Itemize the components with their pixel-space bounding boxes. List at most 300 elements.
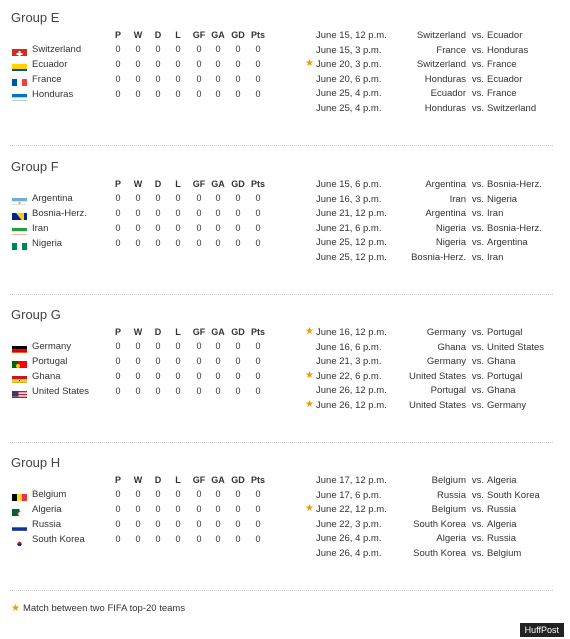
match-date: June 25, 4 p.m.: [316, 103, 382, 114]
stat-value: 0: [255, 356, 261, 366]
column-header: GA: [211, 30, 225, 40]
stat-value: 0: [215, 193, 221, 203]
stat-value: 0: [215, 534, 221, 544]
column-header: Pts: [250, 179, 265, 189]
star-icon: ★: [305, 369, 314, 381]
match-home-team: Belgium: [431, 475, 466, 486]
column-header: Pts: [250, 475, 265, 485]
match-row: [300, 504, 560, 518]
team-row: [0, 386, 300, 400]
match-date: June 21, 12 p.m.: [316, 208, 387, 220]
match-home-team: Bosnia-Herz.: [411, 252, 466, 263]
match-vs: vs.: [471, 356, 485, 368]
team-row: [0, 356, 300, 370]
match-date: June 16, 12 p.m.: [316, 327, 387, 338]
stat-value: 0: [175, 371, 181, 381]
team-name: Bosnia-Herz.: [32, 208, 87, 219]
stat-value: 0: [196, 534, 202, 544]
match-row: [300, 519, 560, 533]
footer-note: Match between two FIFA top-20 teams: [22, 603, 186, 614]
stat-value: 0: [255, 238, 261, 248]
match-vs: vs.: [471, 489, 485, 501]
group-title: Group H: [11, 455, 61, 470]
stat-value: 0: [235, 44, 241, 54]
match-away-team: Argentina: [487, 237, 528, 249]
match-date: June 17, 12 p.m.: [316, 475, 387, 486]
match-away-team: Ghana: [487, 385, 516, 397]
stat-value: 0: [135, 193, 141, 203]
stat-value: 0: [115, 74, 121, 84]
stat-value: 0: [196, 238, 202, 248]
star-icon: ★: [305, 503, 314, 515]
stat-value: 0: [115, 193, 121, 203]
column-header: P: [114, 30, 121, 40]
stat-value: 0: [135, 371, 141, 381]
match-home-team: United States: [408, 370, 466, 382]
stat-value: 0: [155, 489, 161, 499]
stat-value: 0: [175, 386, 181, 396]
team-name: Ecuador: [32, 59, 68, 70]
match-away-team: Nigeria: [487, 193, 518, 205]
match-date: June 15, 12 p.m.: [316, 30, 387, 41]
match-date: June 25, 12 p.m.: [316, 237, 387, 249]
match-row: [300, 237, 560, 251]
stat-value: 0: [215, 59, 221, 69]
group-divider: [10, 442, 553, 443]
column-header: GD: [231, 30, 245, 40]
stat-value: 0: [155, 44, 161, 54]
stat-value: 0: [215, 44, 221, 54]
stat-value: 0: [235, 59, 241, 69]
column-header: GD: [231, 327, 245, 337]
group-divider: [10, 590, 553, 591]
match-date: June 22, 12 p.m.: [316, 504, 387, 516]
stat-value: 0: [235, 356, 241, 366]
stat-value: 0: [115, 504, 121, 514]
argentina-flag-icon: [12, 195, 27, 205]
team-name: Argentina: [32, 193, 73, 204]
stat-value: 0: [255, 44, 261, 54]
switzerland-flag-icon: [12, 46, 27, 56]
match-vs: vs.: [471, 59, 485, 71]
match-away-team: Russia: [487, 533, 517, 545]
team-row: [0, 489, 300, 503]
stat-value: 0: [235, 238, 241, 248]
column-header: W: [133, 30, 143, 40]
stat-value: 0: [115, 208, 121, 218]
match-away-team: Ecuador: [487, 30, 523, 41]
stat-value: 0: [135, 489, 141, 499]
stat-value: 0: [155, 223, 161, 233]
match-date: June 22, 3 p.m.: [316, 518, 382, 530]
team-row: [0, 208, 300, 222]
column-header: GF: [192, 475, 206, 485]
match-away-team: France: [487, 59, 517, 71]
team-name: Algeria: [32, 504, 62, 515]
column-header: L: [175, 179, 181, 189]
match-home-team: Germany: [426, 356, 466, 368]
match-home-team: South Korea: [413, 548, 466, 559]
stat-value: 0: [235, 89, 241, 99]
germany-flag-icon: [12, 343, 27, 353]
ecuador-flag-icon: [12, 61, 27, 71]
team-row: [0, 59, 300, 73]
match-row: [300, 385, 560, 399]
stat-value: 0: [115, 386, 121, 396]
stat-value: 0: [135, 208, 141, 218]
stat-value: 0: [235, 208, 241, 218]
stat-value: 0: [175, 223, 181, 233]
stat-value: 0: [255, 223, 261, 233]
column-header: W: [133, 179, 143, 189]
stat-value: 0: [175, 74, 181, 84]
stat-value: 0: [115, 534, 121, 544]
match-date: June 25, 12 p.m.: [316, 252, 387, 263]
match-home-team: Russia: [436, 489, 466, 501]
column-header: D: [154, 327, 162, 337]
match-home-team: France: [436, 44, 466, 56]
match-vs: vs.: [471, 533, 485, 545]
match-row: [300, 548, 560, 562]
match-date: June 20, 3 p.m.: [316, 59, 382, 71]
stat-value: 0: [135, 504, 141, 514]
stat-value: 0: [196, 386, 202, 396]
iran-flag-icon: [12, 225, 27, 235]
match-date: June 15, 6 p.m.: [316, 179, 382, 190]
group-section: [0, 159, 570, 299]
stat-value: 0: [235, 74, 241, 84]
stat-value: 0: [115, 489, 121, 499]
stat-value: 0: [135, 44, 141, 54]
stat-value: 0: [135, 223, 141, 233]
stat-value: 0: [155, 341, 161, 351]
stat-value: 0: [155, 74, 161, 84]
match-home-team: Germany: [426, 327, 466, 338]
star-icon: ★: [305, 399, 314, 410]
match-vs: vs.: [471, 504, 485, 516]
match-date: June 17, 6 p.m.: [316, 489, 382, 501]
team-row: [0, 238, 300, 252]
stat-value: 0: [115, 356, 121, 366]
stat-value: 0: [196, 44, 202, 54]
stat-value: 0: [196, 223, 202, 233]
match-row: [300, 223, 560, 237]
ghana-flag-icon: [12, 373, 27, 383]
stat-value: 0: [196, 489, 202, 499]
stat-value: 0: [155, 356, 161, 366]
group-title: Group E: [11, 10, 60, 25]
stat-value: 0: [196, 193, 202, 203]
match-row: [300, 356, 560, 370]
team-name: Ghana: [32, 371, 61, 382]
star-icon: ★: [305, 58, 314, 70]
stat-value: 0: [235, 504, 241, 514]
stat-value: 0: [255, 386, 261, 396]
column-header: GD: [231, 475, 245, 485]
match-row: [300, 103, 560, 117]
match-vs: vs.: [471, 30, 485, 41]
group-divider: [10, 145, 553, 146]
stat-value: 0: [175, 208, 181, 218]
stat-value: 0: [115, 238, 121, 248]
match-vs: vs.: [471, 103, 485, 114]
stat-value: 0: [115, 44, 121, 54]
column-header: GF: [192, 30, 206, 40]
stat-value: 0: [175, 504, 181, 514]
match-home-team: Nigeria: [435, 237, 466, 249]
match-vs: vs.: [471, 548, 485, 559]
column-header: L: [175, 475, 181, 485]
match-away-team: Algeria: [487, 518, 517, 530]
column-header: P: [114, 475, 121, 485]
team-name: Germany: [32, 341, 72, 352]
stat-value: 0: [255, 193, 261, 203]
match-home-team: Iran: [449, 193, 466, 205]
match-row: [300, 59, 560, 73]
stat-value: 0: [215, 519, 221, 529]
team-name: Portugal: [32, 356, 68, 367]
match-away-team: Honduras: [487, 44, 529, 56]
stat-value: 0: [235, 193, 241, 203]
match-home-team: Algeria: [436, 533, 466, 545]
match-away-team: Iran: [487, 208, 504, 220]
stat-value: 0: [135, 341, 141, 351]
stat-value: 0: [196, 504, 202, 514]
group-title: Group F: [11, 159, 59, 174]
footer-legend: [11, 603, 185, 614]
match-home-team: Switzerland: [416, 30, 466, 41]
match-row: [300, 194, 560, 208]
match-away-team: Ghana: [487, 356, 516, 368]
match-vs: vs.: [471, 237, 485, 249]
match-date: June 20, 6 p.m.: [316, 73, 382, 85]
column-header: L: [175, 327, 181, 337]
match-away-team: Iran: [487, 252, 504, 263]
stat-value: 0: [115, 59, 121, 69]
stat-value: 0: [196, 371, 202, 381]
stat-value: 0: [155, 193, 161, 203]
column-header: W: [133, 475, 143, 485]
match-row: [300, 400, 560, 414]
match-date: June 26, 12 p.m.: [316, 385, 387, 397]
team-name: United States: [32, 386, 90, 397]
match-home-team: Honduras: [424, 73, 466, 85]
stat-value: 0: [255, 341, 261, 351]
stat-value: 0: [196, 341, 202, 351]
stat-value: 0: [175, 44, 181, 54]
stat-value: 0: [135, 74, 141, 84]
stat-value: 0: [255, 59, 261, 69]
stat-value: 0: [155, 386, 161, 396]
stat-value: 0: [215, 489, 221, 499]
match-date: June 21, 6 p.m.: [316, 222, 382, 234]
stat-value: 0: [196, 59, 202, 69]
team-row: [0, 74, 300, 88]
match-vs: vs.: [471, 73, 485, 85]
match-vs: vs.: [471, 222, 485, 234]
match-away-team: South Korea: [487, 489, 540, 501]
match-home-team: Portugal: [430, 385, 466, 397]
column-header: GA: [211, 475, 225, 485]
column-header: D: [154, 179, 162, 189]
stat-value: 0: [215, 341, 221, 351]
stat-value: 0: [196, 89, 202, 99]
group-section: [0, 10, 570, 150]
france-flag-icon: [12, 76, 27, 86]
column-header: W: [133, 327, 143, 337]
stat-value: 0: [135, 386, 141, 396]
team-row: [0, 371, 300, 385]
team-name: South Korea: [32, 534, 85, 545]
column-header: GF: [192, 327, 206, 337]
stat-value: 0: [255, 504, 261, 514]
stat-value: 0: [235, 223, 241, 233]
column-header: P: [114, 179, 121, 189]
stat-value: 0: [135, 356, 141, 366]
team-name: Honduras: [32, 89, 74, 100]
match-away-team: Bosnia-Herz.: [487, 222, 542, 234]
stat-value: 0: [175, 534, 181, 544]
column-header: L: [175, 30, 181, 40]
stat-value: 0: [135, 534, 141, 544]
group-title: Group G: [11, 307, 61, 322]
stat-value: 0: [255, 208, 261, 218]
match-vs: vs.: [471, 400, 485, 411]
stat-value: 0: [155, 504, 161, 514]
match-row: [300, 252, 560, 266]
match-row: [300, 490, 560, 504]
huffpost-badge: HuffPost: [520, 623, 564, 637]
stat-value: 0: [196, 74, 202, 84]
stat-value: 0: [175, 238, 181, 248]
match-row: [300, 30, 560, 44]
match-row: [300, 327, 560, 341]
stat-value: 0: [175, 89, 181, 99]
stat-value: 0: [215, 371, 221, 381]
stat-value: 0: [155, 371, 161, 381]
column-header: GF: [192, 179, 206, 189]
stat-value: 0: [215, 386, 221, 396]
column-header: D: [154, 30, 162, 40]
match-away-team: Russia: [487, 504, 517, 516]
stat-value: 0: [196, 356, 202, 366]
team-row: [0, 193, 300, 207]
stat-value: 0: [155, 238, 161, 248]
match-home-team: Belgium: [431, 504, 466, 516]
stat-value: 0: [115, 341, 121, 351]
match-away-team: Ecuador: [487, 73, 523, 85]
stat-value: 0: [175, 356, 181, 366]
stat-value: 0: [135, 238, 141, 248]
match-vs: vs.: [471, 370, 485, 382]
russia-flag-icon: [12, 521, 27, 531]
team-name: Belgium: [32, 489, 67, 500]
stat-value: 0: [196, 208, 202, 218]
match-home-team: Argentina: [425, 179, 466, 190]
stat-value: 0: [255, 89, 261, 99]
team-row: [0, 341, 300, 355]
match-row: [300, 45, 560, 59]
match-vs: vs.: [471, 193, 485, 205]
match-vs: vs.: [471, 341, 485, 353]
match-away-team: United States: [487, 341, 545, 353]
stat-value: 0: [115, 371, 121, 381]
match-date: June 26, 4 p.m.: [316, 533, 382, 545]
match-home-team: United States: [408, 400, 466, 411]
match-row: [300, 475, 560, 489]
team-row: [0, 504, 300, 518]
stat-value: 0: [196, 519, 202, 529]
match-home-team: Ghana: [437, 341, 466, 353]
match-vs: vs.: [471, 44, 485, 56]
team-row: [0, 89, 300, 103]
stat-value: 0: [255, 371, 261, 381]
stat-value: 0: [155, 519, 161, 529]
match-row: [300, 533, 560, 547]
match-home-team: Argentina: [425, 208, 466, 220]
match-vs: vs.: [471, 475, 485, 486]
stat-value: 0: [175, 519, 181, 529]
stat-value: 0: [115, 89, 121, 99]
match-away-team: Portugal: [487, 370, 523, 382]
match-row: [300, 208, 560, 222]
match-away-team: Algeria: [487, 475, 517, 486]
match-date: June 21, 3 p.m.: [316, 356, 382, 368]
match-date: June 26, 4 p.m.: [316, 548, 382, 559]
team-row: [0, 223, 300, 237]
stat-value: 0: [155, 59, 161, 69]
match-vs: vs.: [471, 208, 485, 220]
match-date: June 26, 12 p.m.: [316, 400, 387, 411]
stat-value: 0: [255, 534, 261, 544]
match-vs: vs.: [471, 88, 485, 100]
portugal-flag-icon: [12, 358, 27, 368]
star-icon: ★: [305, 326, 314, 337]
match-home-team: Switzerland: [416, 59, 466, 71]
stat-value: 0: [235, 386, 241, 396]
team-name: Nigeria: [32, 238, 63, 249]
match-away-team: France: [487, 88, 517, 100]
honduras-flag-icon: [12, 91, 27, 101]
match-date: June 16, 6 p.m.: [316, 341, 382, 353]
column-header: GA: [211, 327, 225, 337]
bosnia-flag-icon: [12, 210, 27, 220]
match-vs: vs.: [471, 179, 485, 190]
match-away-team: Portugal: [487, 327, 523, 338]
stat-value: 0: [215, 208, 221, 218]
team-name: France: [32, 74, 62, 85]
star-icon: ★: [11, 603, 20, 614]
match-date: June 15, 3 p.m.: [316, 44, 382, 56]
stat-value: 0: [235, 341, 241, 351]
match-vs: vs.: [471, 252, 485, 263]
match-vs: vs.: [471, 518, 485, 530]
stat-value: 0: [255, 519, 261, 529]
stat-value: 0: [215, 504, 221, 514]
stat-value: 0: [235, 489, 241, 499]
stat-value: 0: [155, 89, 161, 99]
team-name: Iran: [32, 223, 49, 234]
team-row: [0, 519, 300, 533]
match-date: June 25, 4 p.m.: [316, 88, 382, 100]
stat-value: 0: [155, 208, 161, 218]
match-row: [300, 371, 560, 385]
stat-value: 0: [215, 238, 221, 248]
match-date: June 22, 6 p.m.: [316, 370, 382, 382]
group-section: [0, 455, 570, 595]
stat-value: 0: [255, 74, 261, 84]
stat-value: 0: [135, 59, 141, 69]
